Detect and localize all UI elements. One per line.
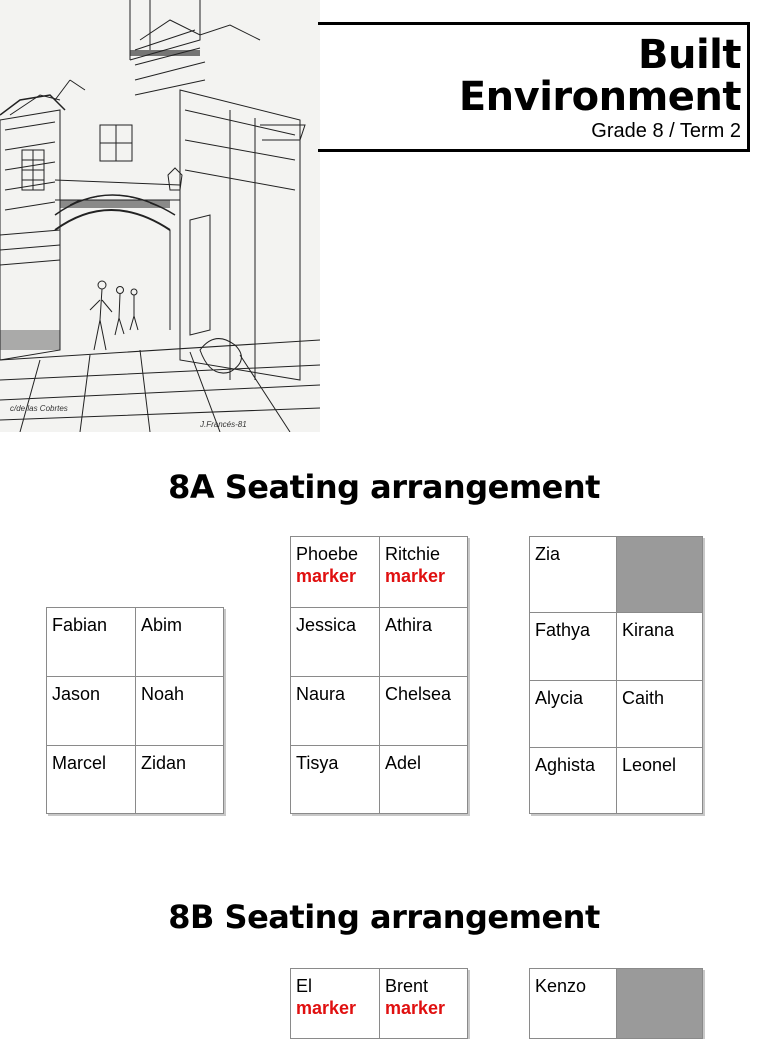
seat-name: Brent bbox=[385, 976, 429, 996]
seat-name: El bbox=[296, 976, 313, 996]
marker-role-label: marker bbox=[296, 998, 357, 1018]
seating-table-8a-group3 bbox=[529, 536, 703, 814]
seat-cell bbox=[291, 537, 380, 608]
seat-cell: Alycia bbox=[530, 681, 617, 748]
seating-table-8a-group2 bbox=[290, 536, 468, 814]
seat-cell: Leonel bbox=[617, 748, 703, 814]
seat-cell: Athira bbox=[380, 608, 468, 677]
seat-name: Phoebe bbox=[296, 544, 359, 564]
table-row bbox=[291, 608, 468, 677]
seat-cell: Adel bbox=[380, 746, 468, 814]
table-row bbox=[291, 677, 468, 746]
artist-signature-left: c/de las Cobrtes bbox=[10, 404, 68, 413]
seat-cell: Zia bbox=[530, 537, 617, 613]
table-row bbox=[291, 537, 468, 608]
seat-cell: Jessica bbox=[291, 608, 380, 677]
seat-cell: Naura bbox=[291, 677, 380, 746]
seat-cell: Noah bbox=[136, 677, 224, 746]
seat-cell: Fabian bbox=[47, 608, 136, 677]
marker-role-label: marker bbox=[296, 566, 357, 586]
table-row bbox=[47, 746, 224, 814]
table-row bbox=[291, 746, 468, 814]
seat-cell: Caith bbox=[617, 681, 703, 748]
seat-cell: Abim bbox=[136, 608, 224, 677]
table-row bbox=[530, 748, 703, 814]
table-row bbox=[530, 613, 703, 681]
seat-cell bbox=[380, 537, 468, 608]
empty-seat-cell bbox=[617, 537, 703, 613]
seat-cell bbox=[291, 969, 380, 1039]
subtitle: Grade 8 / Term 2 bbox=[591, 120, 741, 142]
seat-cell: Marcel bbox=[47, 746, 136, 814]
seating-table-8b-group3 bbox=[529, 968, 703, 1039]
empty-seat-cell bbox=[617, 969, 703, 1039]
seating-table-8a-group1 bbox=[46, 607, 224, 814]
marker-role-label: marker bbox=[385, 566, 446, 586]
seat-cell: Tisya bbox=[291, 746, 380, 814]
table-row bbox=[47, 608, 224, 677]
seat-cell: Jason bbox=[47, 677, 136, 746]
seat-cell bbox=[380, 969, 468, 1039]
seat-cell: Fathya bbox=[530, 613, 617, 681]
seat-cell: Aghista bbox=[530, 748, 617, 814]
seat-cell: Kenzo bbox=[530, 969, 617, 1039]
title-box bbox=[318, 22, 750, 152]
table-row bbox=[530, 681, 703, 748]
archway-street-drawing bbox=[0, 0, 320, 432]
street-sketch-illustration bbox=[0, 0, 320, 432]
seat-cell: Chelsea bbox=[380, 677, 468, 746]
heading-8b: 8B Seating arrangement bbox=[168, 898, 600, 936]
seat-name: Ritchie bbox=[385, 544, 441, 564]
marker-role-label: marker bbox=[385, 998, 446, 1018]
seat-cell: Zidan bbox=[136, 746, 224, 814]
artist-signature-right: J.Francés-81 bbox=[200, 420, 247, 429]
seating-table-8b-group2 bbox=[290, 968, 468, 1039]
table-row bbox=[47, 677, 224, 746]
heading-8a: 8A Seating arrangement bbox=[168, 468, 600, 506]
table-row bbox=[530, 969, 703, 1039]
table-row bbox=[530, 537, 703, 613]
title-line-2: Environment bbox=[458, 74, 741, 120]
seat-cell: Kirana bbox=[617, 613, 703, 681]
table-row bbox=[291, 969, 468, 1039]
title-line-1: Built bbox=[637, 32, 741, 78]
